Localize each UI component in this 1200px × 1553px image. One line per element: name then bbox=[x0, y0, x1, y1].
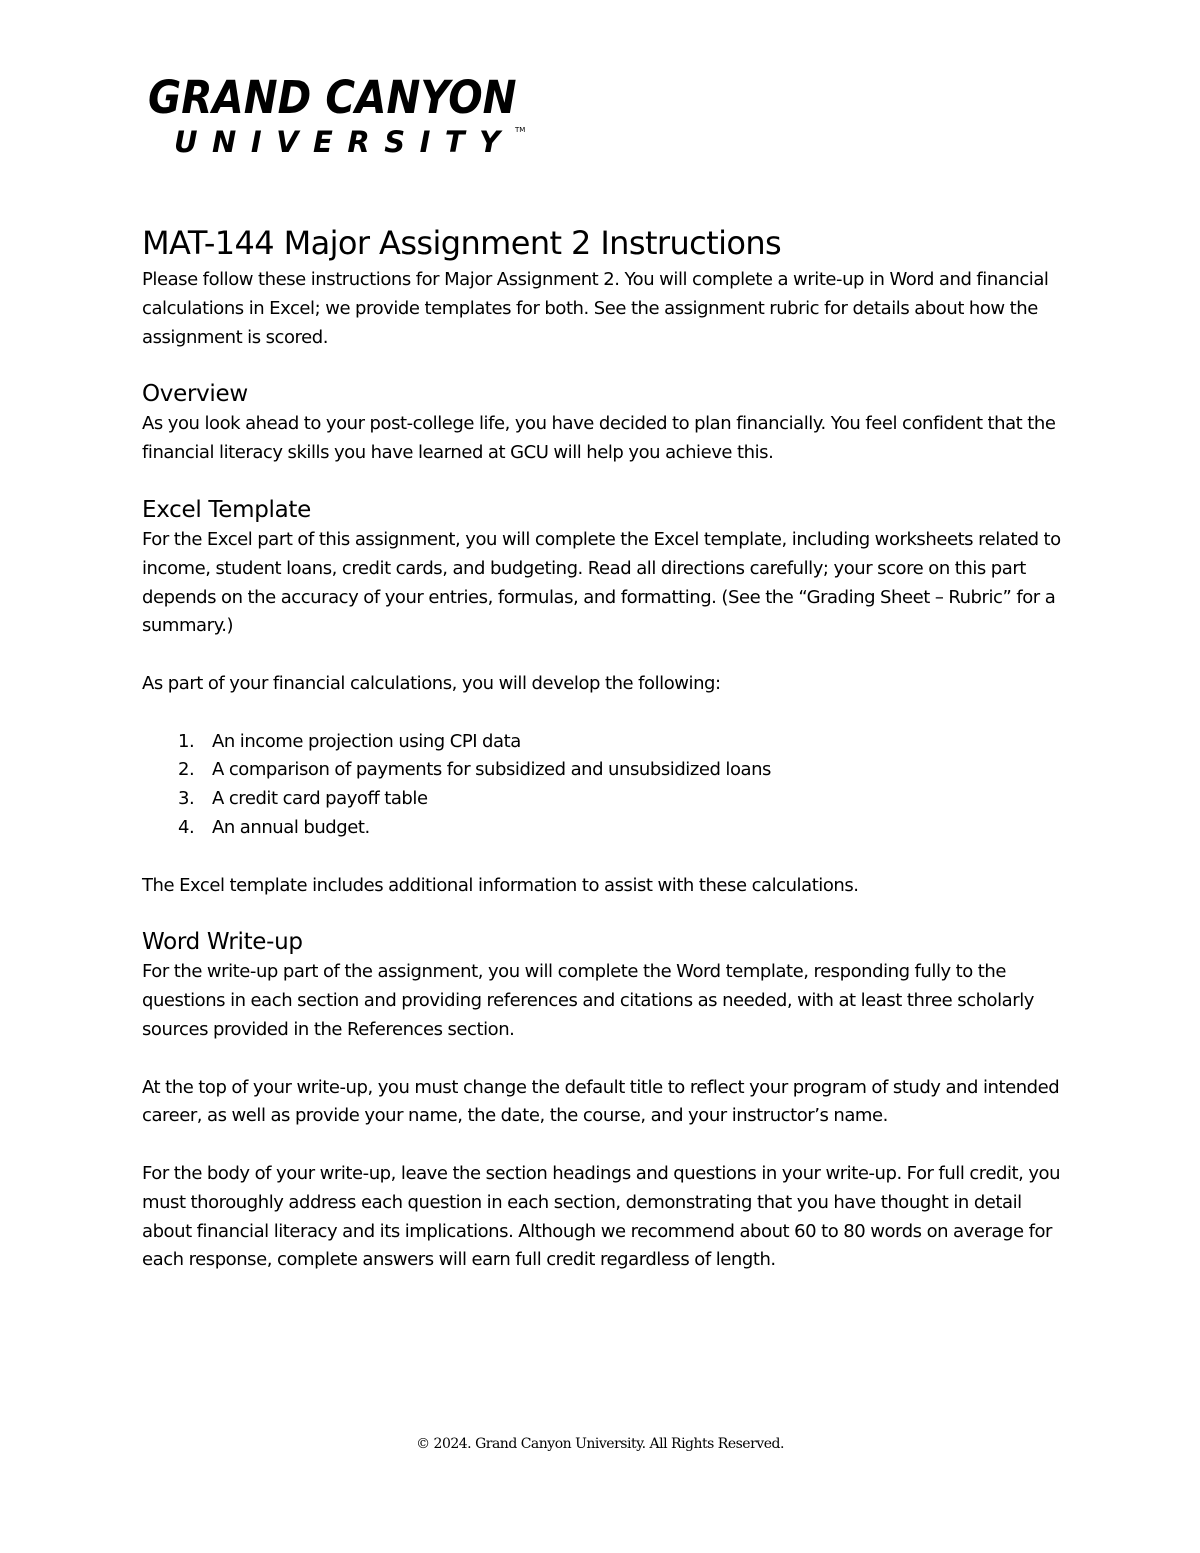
document-body bbox=[142, 220, 1072, 1275]
copyright-footer: © 2024. Grand Canyon University. All Rights Reserved. bbox=[416, 1436, 784, 1452]
list-item-number: 3. bbox=[178, 788, 195, 810]
excel-template-heading: Excel Template bbox=[142, 496, 311, 523]
excel-paragraph-1: For the Excel part of this assignment, you will complete the Excel template, including worksheets related to income, student loans, credit cards, and budgeting. Read all directions carefully; your score on this part depends on the accuracy of your entries, formulas, and formatting. (See the “Grading Sheet – Rubric” for a summary.) bbox=[142, 528, 1061, 637]
list-item-text: A comparison of payments for subsidized and unsubsidized loans bbox=[212, 759, 771, 781]
excel-paragraph-3: The Excel template includes additional information to assist with these calculations. bbox=[142, 874, 859, 896]
calculations-list bbox=[142, 728, 1072, 843]
word-paragraph-1: For the write-up part of the assignment, you will complete the Word template, responding fully to the questions in each section and providing references and citations as needed, with at least three scholarly sources provided in the References section. bbox=[142, 961, 1034, 1040]
university-logo bbox=[148, 71, 568, 164]
overview-heading: Overview bbox=[142, 381, 248, 408]
list-item-text: A credit card payoff table bbox=[212, 788, 428, 810]
intro-paragraph: Please follow these instructions for Major Assignment 2. You will complete a write-up in Word and financial calculations in Excel; we provide templates for both. See the assignment rubric for details about how the assignment is scored. bbox=[142, 269, 1049, 348]
word-paragraph-3: For the body of your write-up, leave the section headings and questions in your write-up. For full credit, you must thoroughly address each question in each section, demonstrating that you have thought in detail about financial literacy and its implications. Although we recommend about 60 to 80 words on average for each response, complete answers will earn full credit regardless of length. bbox=[142, 1162, 1061, 1271]
page-title: MAT-144 Major Assignment 2 Instructions bbox=[142, 224, 782, 262]
list-item bbox=[142, 814, 1072, 843]
word-paragraph-2: At the top of your write-up, you must change the default title to reflect your program of study and intended career, as well as provide your name, the date, the course, and your instructor’s name. bbox=[142, 1076, 1060, 1127]
list-item-number: 1. bbox=[178, 730, 195, 752]
excel-paragraph-2: As part of your financial calculations, you will develop the following: bbox=[142, 672, 721, 694]
list-item-number: 4. bbox=[178, 816, 195, 838]
word-writeup-heading: Word Write-up bbox=[142, 929, 303, 956]
list-item bbox=[142, 785, 1072, 814]
list-item-number: 2. bbox=[178, 759, 195, 781]
list-item-text: An annual budget. bbox=[212, 816, 370, 838]
logo-line-university: UNIVERSITY bbox=[174, 125, 515, 159]
overview-paragraph: As you look ahead to your post-college life, you have decided to plan financially. You feel confident that the financial literacy skills you have learned at GCU will help you achieve this. bbox=[142, 413, 1056, 464]
list-item-text: An income projection using CPI data bbox=[212, 730, 521, 752]
logo-line-grand-canyon: GRAND CANYON bbox=[148, 71, 517, 124]
list-item bbox=[142, 756, 1072, 785]
list-item bbox=[142, 728, 1072, 757]
logo-trademark: TM bbox=[515, 126, 526, 134]
